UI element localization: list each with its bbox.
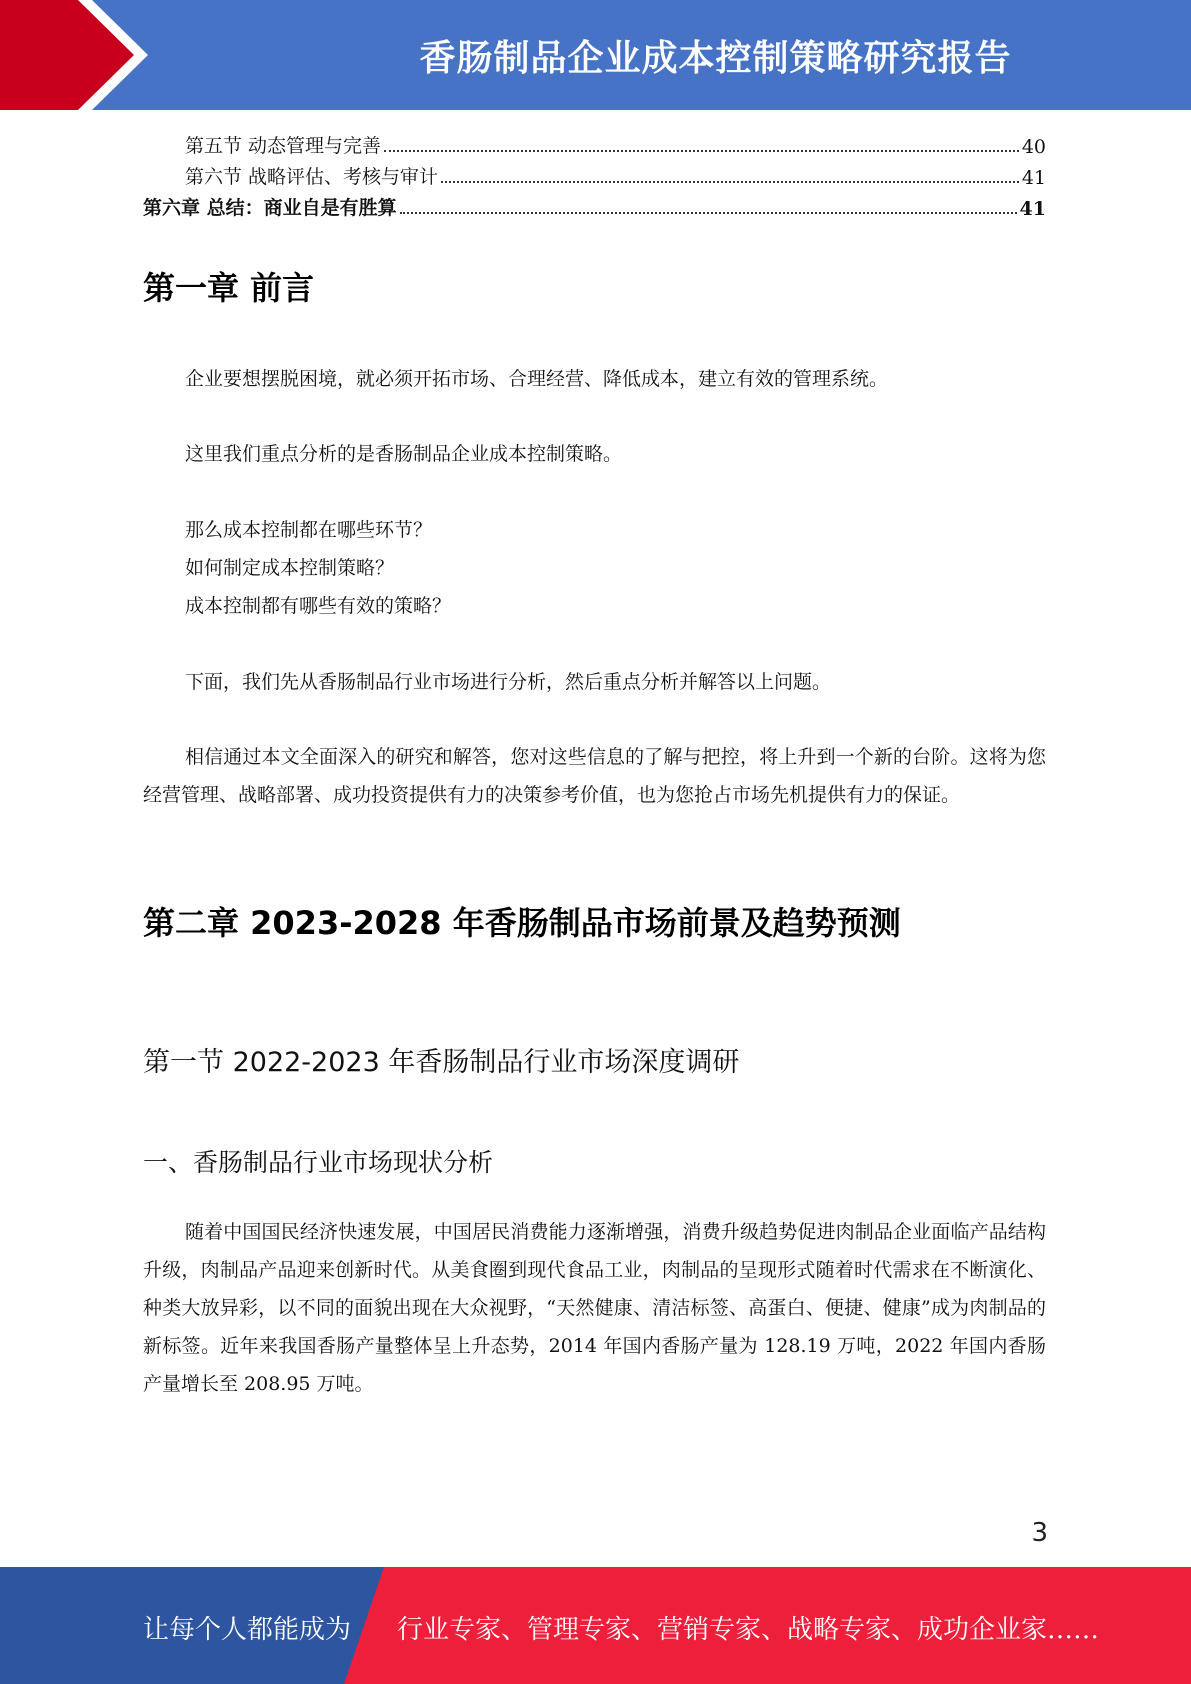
footer-slogan-right: 行业专家、管理专家、营销专家、战略专家、成功企业家…… [397, 1615, 1100, 1645]
body-paragraph: 下面，我们先从香肠制品行业市场进行分析，然后重点分析并解答以上问题。 [185, 671, 832, 693]
page-number: 3 [1031, 1518, 1048, 1548]
toc-entry-title: 第六节 战略评估、考核与审计 [185, 166, 439, 188]
chapter-1-heading: 第一章 前言 [143, 269, 315, 307]
footer-slogan-left: 让每个人都能成为 [143, 1615, 352, 1645]
chapter-2-heading: 第二章 2023-2028 年香肠制品市场前景及趋势预测 [143, 904, 901, 942]
body-paragraph: 如何制定成本控制策略？ [185, 557, 395, 579]
header-arrow-decoration [0, 0, 260, 110]
body-paragraph: 这里我们重点分析的是香肠制品企业成本控制策略。 [185, 443, 623, 465]
toc-entry-page: 41 [1019, 198, 1046, 220]
page-header [0, 0, 1191, 110]
section-heading: 第一节 2022-2023 年香肠制品行业市场深度调研 [143, 1047, 740, 1078]
body-paragraph: 成本控制都有哪些有效的策略？ [185, 595, 452, 617]
toc-entry-chapter[interactable] [143, 190, 1046, 220]
toc-entry-title: 第五节 动态管理与完善 [185, 135, 382, 157]
toc-entry-page: 41 [1021, 167, 1046, 189]
toc-entry-page: 40 [1021, 136, 1046, 158]
toc-dot-leader [384, 150, 1019, 152]
page-footer [0, 1567, 1191, 1684]
toc-dot-leader [441, 181, 1019, 183]
toc-entry[interactable] [143, 159, 1046, 189]
toc-entry-title: 第六章 总结：商业自是有胜算 [143, 197, 397, 219]
body-paragraph: 相信通过本文全面深入的研究和解答，您对这些信息的了解与把控，将上升到一个新的台阶。这将为您经营管理、战略部署、成功投资提供有力的决策参考价值，也为您抢占市场先机提供有力的保证。 [143, 746, 1046, 806]
report-title: 香肠制品企业成本控制策略研究报告 [419, 38, 1012, 79]
body-paragraph: 企业要想摆脱困境，就必须开拓市场、合理经营、降低成本，建立有效的管理系统。 [185, 368, 889, 390]
toc-entry[interactable] [143, 128, 1046, 158]
subsection-heading: 一、香肠制品行业市场现状分析 [143, 1148, 494, 1177]
toc-dot-leader [400, 212, 1017, 214]
body-paragraph: 那么成本控制都在哪些环节？ [185, 519, 433, 541]
body-paragraph: 随着中国国民经济快速发展，中国居民消费能力逐渐增强，消费升级趋势促进肉制品企业面临产品结构升级，肉制品产品迎来创新时代。从美食圈到现代食品工业，肉制品的呈现形式随着时代需求在不断演化、种类大放异彩，以不同的面貌出现在大众视野，“天然健康、清洁标签、高蛋白、便捷、健康”成为肉制品的新标签。近年来我国香肠产量整体呈上升态势，2014 年国内香肠产量为 128.19 万吨，2022 年国内香肠产量增长至 208.95 万吨。 [143, 1221, 1046, 1395]
